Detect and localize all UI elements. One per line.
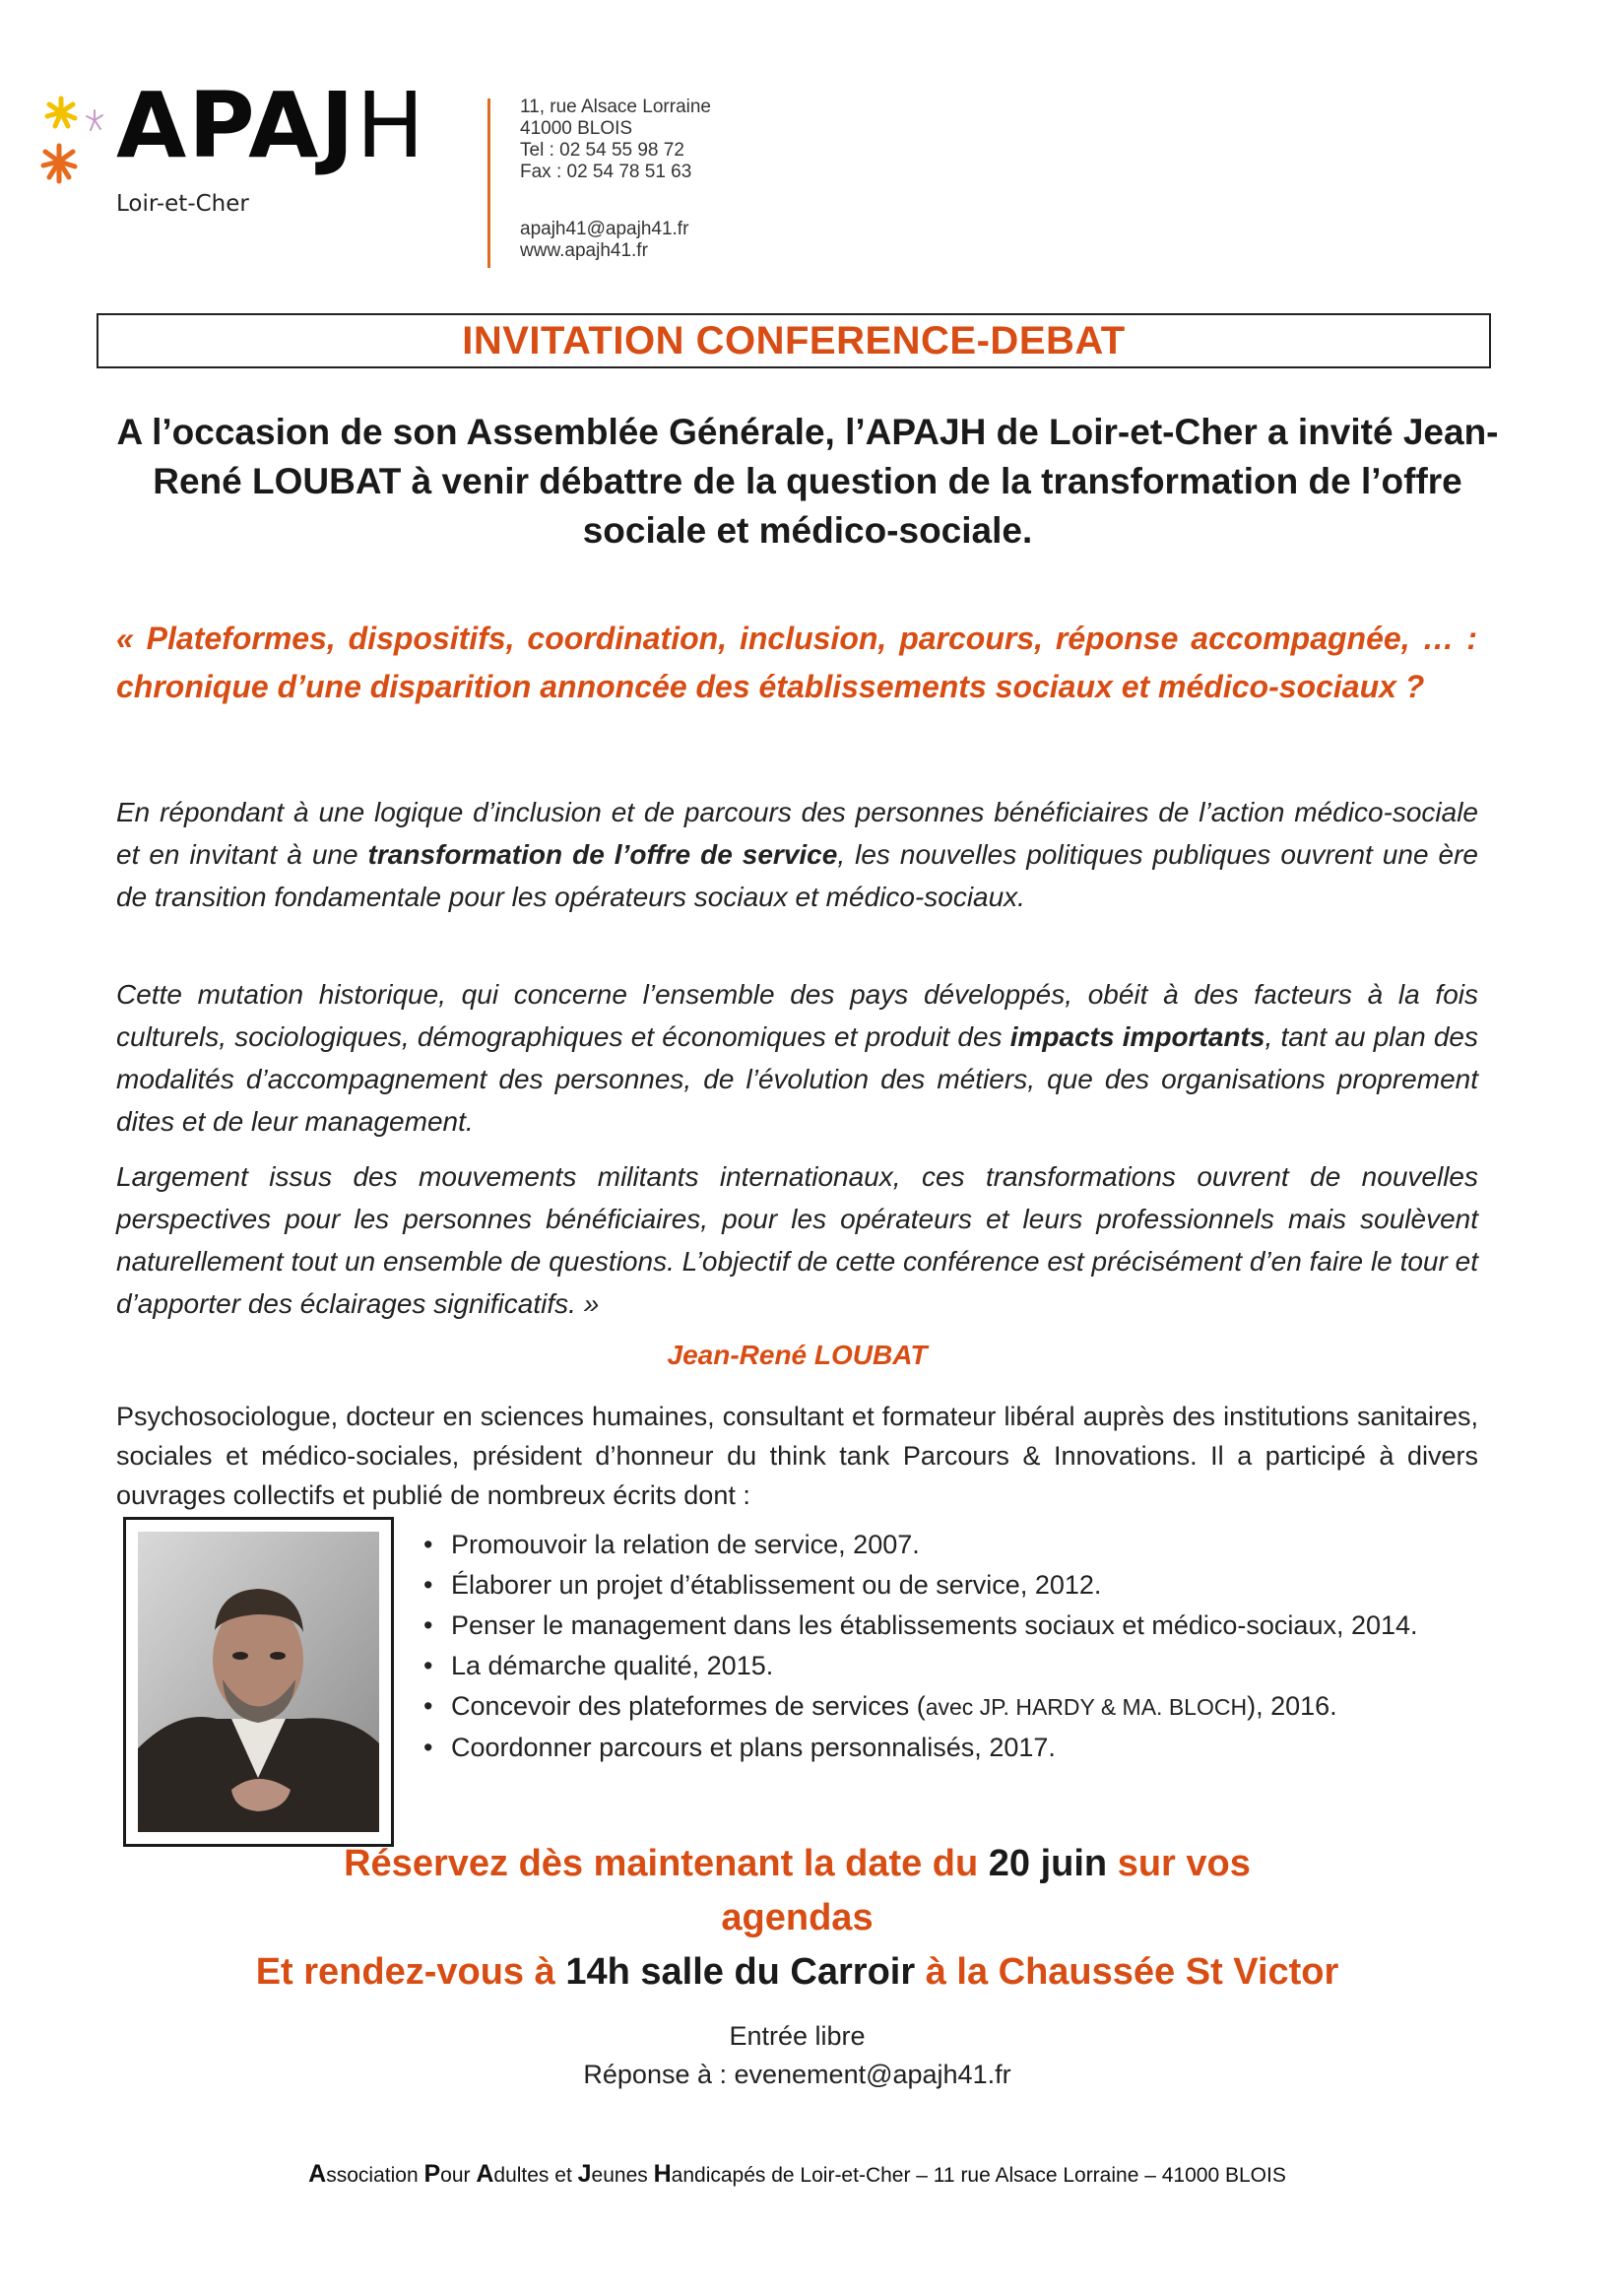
list-item: • Penser le management dans les établissements sociaux et médico-sociaux, 2014. [421, 1606, 1495, 1646]
address-city: 41000 BLOIS [520, 118, 633, 139]
list-item: • Concevoir des plateformes de services (avec JP. HARDY & MA. BLOCH), 2016. [421, 1686, 1495, 1728]
list-item: • La démarche qualité, 2015. [421, 1646, 1495, 1686]
paragraph-2: Cette mutation historique, qui concerne l’ensemble des pays développés, obéit à des facteurs à la fois culturels, sociologiques, démographiques et économiques et produit des impacts importants, tant au plan des modalités d’accompagnement des personnes, de l’évolution des métiers, que des organisations proprement dites et de leur management. [116, 979, 1479, 1137]
paragraph-1: En répondant à une logique d’inclusion et de parcours des personnes bénéficiaires de l’action médico-sociale et en invitant à une transformation de l’offre de service, les nouvelles politiques publiques ouvrent une ère de transition fondamentale pour les opérateurs sociaux et médico-sociaux. [116, 797, 1478, 912]
list-item: • Promouvoir la relation de service, 2007. [421, 1525, 1495, 1565]
reservation-line-1: Réservez dès maintenant la date du 20 juin sur vos [344, 1843, 1251, 1884]
header-divider [487, 98, 490, 268]
author-photo [123, 1517, 394, 1847]
email-link[interactable]: apajh41@apajh41.fr [520, 219, 689, 239]
website-link[interactable]: www.apajh41.fr [520, 240, 648, 261]
logo-subtitle: Loir-et-Cher [116, 191, 249, 217]
logo-wordmark: APAJH [116, 73, 426, 178]
author-name: Jean-René LOUBAT [667, 1340, 928, 1370]
entry-info: Entrée libre [729, 2021, 866, 2051]
address-street: 11, rue Alsace Lorraine [520, 97, 711, 117]
response-contact[interactable]: Réponse à : evenement@apajh41.fr [583, 2060, 1011, 2089]
publications-list [421, 1525, 1495, 1768]
quote-heading: « Plateformes, dispositifs, coordination, inclusion, parcours, réponse accompagnée, … : chronique d’une disparition annoncée des établissements sociaux et médico-sociaux ? [116, 621, 1477, 704]
paragraph-3: Largement issus des mouvements militants internationaux, ces transformations ouvrent de nouvelles perspectives pour les personnes bénéficiaires, pour les opérateurs et leurs professionnels mais soulèvent naturellement tout un ensemble de questions. L’objectif de cette conférence est précisément d’en faire le tour et d’apporter des éclairages significatifs. » [116, 1161, 1478, 1319]
logo-sunburst-icon [39, 91, 118, 209]
intro-text: A l’occasion de son Assemblée Générale, l’APAJH de Loir-et-Cher a invité Jean-René LOUBAT à venir débattre de la question de la transformation de l’offre sociale et médico-sociale. [116, 412, 1499, 551]
reservation-line-2: agendas [721, 1897, 874, 1938]
page-title: INVITATION CONFERENCE-DEBAT [462, 319, 1126, 362]
list-item: • Élaborer un projet d’établissement ou de service, 2012. [421, 1565, 1495, 1606]
fax: Fax : 02 54 78 51 63 [520, 162, 692, 182]
footer-association: Association Pour Adultes et Jeunes Handicapés de Loir-et-Cher – 11 rue Alsace Lorraine – 41000 BLOIS [308, 2160, 1286, 2188]
venue-line: Et rendez-vous à 14h salle du Carroir à la Chaussée St Victor [255, 1951, 1339, 1993]
telephone: Tel : 02 54 55 98 72 [520, 140, 684, 161]
list-item: • Coordonner parcours et plans personnalisés, 2017. [421, 1728, 1495, 1768]
author-bio: Psychosociologue, docteur en sciences humaines, consultant et formateur libéral auprès des institutions sanitaires, sociales et médico-sociales, président d’honneur du think tank Parcours & Innovations. Il a participé à divers ouvrages collectifs et publié de nombreux écrits dont : [116, 1402, 1478, 1510]
